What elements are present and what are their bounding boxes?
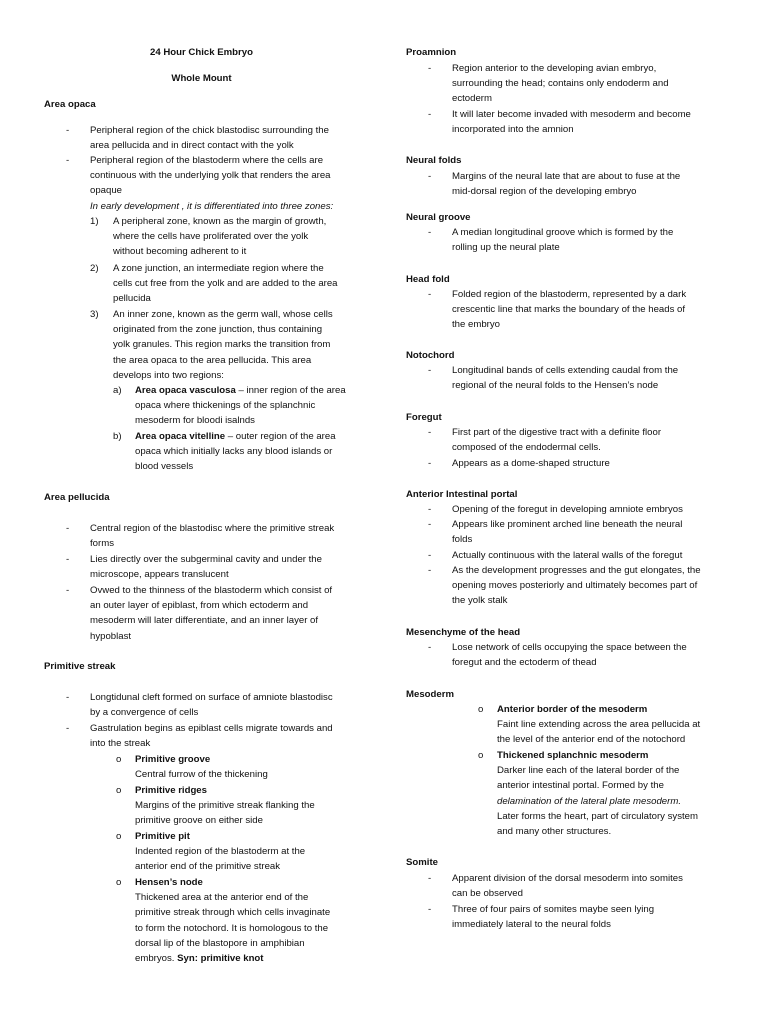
heading-mesoderm: Mesoderm (406, 689, 454, 700)
heading-primitive-streak: Primitive streak (44, 661, 116, 672)
area-opaca-vasculosa: Area opaca vasculosa – inner region of the area opaca where thickenings of the splanchnic mesoderm for bloodi isalnds (135, 385, 346, 427)
bullet-dash: - (66, 692, 70, 703)
aip-bullet-1: Opening of the foregut in developing amniote embryos (452, 504, 683, 515)
bullet-dash: - (428, 365, 432, 376)
area-pellucida-bullet-3: Ovwed to the thinness of the blastoderm which consist of an outer layer of epiblast, from which ectoderm and mesoderm will later differentiate, and an inner layer of hypoblast (90, 585, 333, 642)
somite-bullet-1: Apparent division of the dorsal mesoderm into somites can be observed (452, 873, 683, 900)
foregut-bullet-1: First part of the digestive tract with a definite floor composed of the endodermal cells. (452, 427, 662, 454)
heading-neural-groove: Neural groove (406, 212, 471, 223)
zones-intro: In early development , it is differentiated into three zones: (90, 200, 334, 212)
bullet-dash: - (428, 171, 432, 182)
primitive-pit: Primitive pit Indented region of the blastoderm at the anterior end of the primitive streak (135, 831, 306, 873)
synonym: Syn: primitive knot (177, 953, 264, 965)
bullet-dash: - (66, 125, 70, 136)
bullet-dash: - (428, 109, 432, 120)
zone-3: An inner zone, known as the germ wall, whose cells originated from the zone junction, thus containing yolk granules. This region marks the transition from the area opaca to the area pellucida. This area develops into two regions: (113, 309, 333, 381)
list-letter: b) (113, 431, 122, 442)
aip-bullet-3: Actually continuous with the lateral walls of the foregut (452, 550, 683, 561)
term: Thickened splanchnic mesoderm (497, 750, 649, 761)
bullet-dash: - (66, 585, 70, 596)
heading-area-pellucida: Area pellucida (44, 492, 110, 503)
heading-proamnion: Proamnion (406, 47, 457, 58)
circle-bullet: o (116, 754, 122, 765)
term: Hensen’s node (135, 877, 203, 888)
area-pellucida-bullet-2: Lies directly over the subgerminal cavity and under the microscope, appears translucent (90, 554, 322, 581)
heading-mesenchyme-of-the-head: Mesenchyme of the head (406, 627, 521, 638)
list-number: 2) (90, 263, 99, 274)
bullet-dash: - (428, 550, 432, 561)
aip-bullet-2: Appears like prominent arched line beneath the neural folds (452, 519, 683, 546)
term: Area opaca vasculosa (135, 385, 236, 396)
term: Anterior border of the mesoderm (497, 704, 648, 715)
circle-bullet: o (116, 785, 122, 796)
area-opaca-bullet-2: Peripheral region of the blastoderm where the cells are continuous with the underlying yolk that renders the area opaque In early development , it is differentiated into three zones: (90, 153, 333, 214)
circle-bullet: o (116, 831, 122, 842)
bullet-dash: - (428, 565, 432, 576)
hensens-node: Hensen’s node Thickened area at the anterior end of the primitive streak through which cells invaginate to form the notochord. It is homologous to the dorsal lip of the blastopore in amphibian embryos. Syn: primitive knot (135, 877, 331, 965)
bullet-dash: - (428, 289, 432, 300)
primitive-groove: Primitive groove Central furrow of the thickening (135, 754, 268, 781)
somite-bullet-2: Three of four pairs of somites maybe seen lying immediately lateral to the neural folds (452, 904, 655, 931)
heading-head-fold: Head fold (406, 274, 450, 285)
heading-foregut: Foregut (406, 412, 442, 423)
bullet-dash: - (428, 519, 432, 530)
primitive-streak-bullet-2: Gastrulation begins as epiblast cells migrate towards and into the streak (90, 723, 333, 750)
bullet-dash: - (428, 227, 432, 238)
head-fold-bullet-1: Folded region of the blastoderm, represented by a dark crescentic line that marks the boundary of the heads of the embryo (452, 289, 687, 331)
heading-notochord: Notochord (406, 350, 455, 361)
bullet-dash: - (66, 723, 70, 734)
proamnion-bullet-2: It will later become invaded with mesoderm and become incorporated into the amnion (452, 109, 691, 136)
heading-anterior-intestinal-portal: Anterior Intestinal portal (406, 489, 518, 500)
circle-bullet: o (478, 704, 484, 715)
document-title: 24 Hour Chick Embryo (150, 47, 253, 58)
bullet-dash: - (428, 427, 432, 438)
list-number: 3) (90, 309, 99, 320)
zone-1: A peripheral zone, known as the margin of growth, where the cells have proliferated over the yolk without becoming adherent to it (113, 216, 327, 258)
document-subtitle: Whole Mount (171, 73, 232, 84)
bullet-dash: - (66, 155, 70, 166)
bullet-dash: - (66, 554, 70, 565)
term: Primitive ridges (135, 785, 207, 796)
bullet-dash: - (66, 523, 70, 534)
area-opaca-bullet-1: Peripheral region of the chick blastodisc surrounding the area pellucida and in direct contact with the yolk (90, 125, 329, 152)
primitive-ridges: Primitive ridges Margins of the primitive streak flanking the primitive groove on either side (135, 785, 315, 827)
bullet-dash: - (428, 873, 432, 884)
neural-groove-bullet-1: A median longitudinal groove which is formed by the rolling up the neural plate (452, 227, 674, 254)
heading-neural-folds: Neural folds (406, 155, 462, 166)
bullet-dash: - (428, 642, 432, 653)
mesenchyme-bullet-1: Lose network of cells occupying the space between the foregut and the ectoderm of thead (452, 642, 687, 669)
primitive-streak-bullet-1: Longtidunal cleft formed on surface of amniote blastodisc by a convergence of cells (90, 692, 333, 719)
thickened-splanchnic-mesoderm: Thickened splanchnic mesoderm Darker line each of the lateral border of the anterior intestinal portal. Formed by the delamination of the lateral plate mesoderm. Later forms the heart, part of circulatory system and many other structures. (497, 750, 699, 838)
list-number: 1) (90, 216, 99, 227)
term: Primitive groove (135, 754, 211, 765)
heading-area-opaca: Area opaca (44, 99, 96, 110)
neural-folds-bullet-1: Margins of the neural late that are about to fuse at the mid-dorsal region of the developing embryo (452, 171, 681, 198)
heading-somite: Somite (406, 857, 438, 868)
bullet-dash: - (428, 458, 432, 469)
notochord-bullet-1: Longitudinal bands of cells extending caudal from the regional of the neural folds to the Hensen’s node (452, 365, 679, 392)
proamnion-bullet-1: Region anterior to the developing avian embryo, surrounding the head; contains only endoderm and ectoderm (452, 63, 669, 105)
bullet-dash: - (428, 504, 432, 515)
anterior-border-of-mesoderm: Anterior border of the mesoderm Faint line extending across the area pellucida at the level of the anterior end of the notochord (497, 704, 701, 746)
term: Primitive pit (135, 831, 190, 842)
foregut-bullet-2: Appears as a dome-shaped structure (452, 458, 610, 469)
term: Area opaca vitelline (135, 431, 226, 442)
aip-bullet-4: As the development progresses and the gut elongates, the opening moves posteriorly and ultimately becomes part of the yolk stalk (452, 565, 701, 607)
bullet-dash: - (428, 63, 432, 74)
area-pellucida-bullet-1: Central region of the blastodisc where the primitive streak forms (90, 523, 335, 550)
area-opaca-vitelline: Area opaca vitelline – outer region of the area opaca which initially lacks any blood islands or blood vessels (135, 431, 336, 473)
zone-2: A zone junction, an intermediate region where the cells cut free from the yolk and are added to the area pellucida (113, 263, 338, 305)
list-letter: a) (113, 385, 122, 396)
circle-bullet: o (478, 750, 484, 761)
circle-bullet: o (116, 877, 122, 888)
bullet-dash: - (428, 904, 432, 915)
